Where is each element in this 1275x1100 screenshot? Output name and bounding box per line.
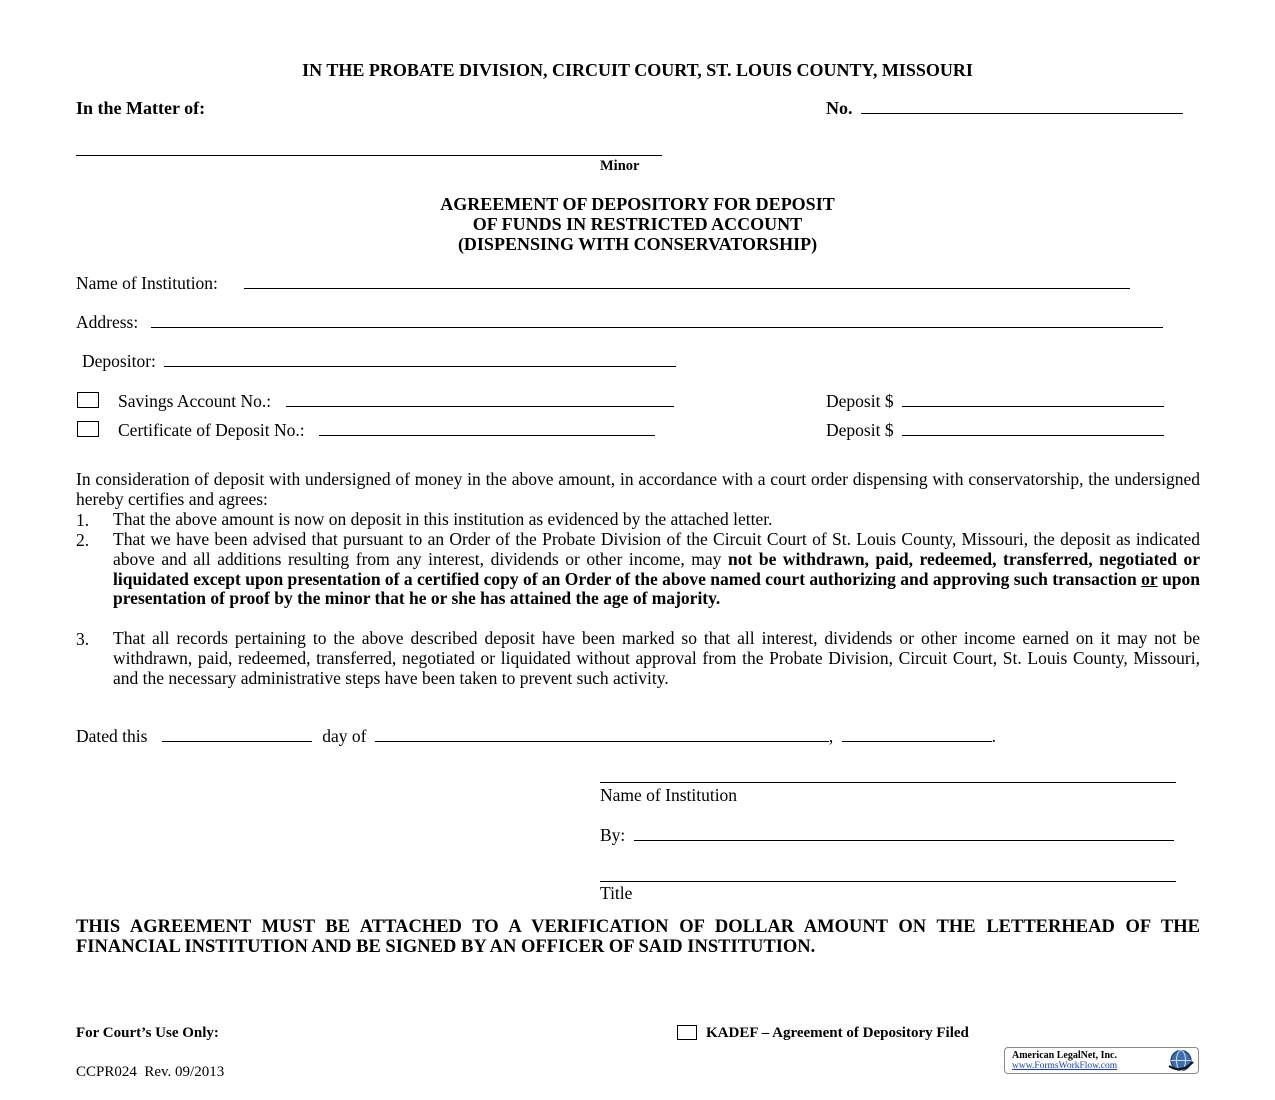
- title-line-1: AGREEMENT OF DEPOSITORY FOR DEPOSIT: [440, 194, 835, 214]
- day-of-label: day of: [322, 726, 367, 746]
- globe-icon: [1166, 1048, 1196, 1073]
- minor-name-line[interactable]: [76, 143, 662, 156]
- minor-label: Minor: [600, 158, 640, 174]
- institution-signature-label: Name of Institution: [600, 785, 738, 805]
- certificate-deposit-label: Certificate of Deposit No.:: [118, 420, 305, 440]
- item-3-number: 3.: [76, 629, 90, 649]
- address-line[interactable]: [151, 313, 1163, 328]
- form-id: CCPR024 Rev. 09/2013: [76, 1064, 225, 1080]
- kadef-label: KADEF – Agreement of Depository Filed: [706, 1025, 969, 1041]
- case-number: [826, 98, 1183, 119]
- savings-deposit-line[interactable]: [902, 392, 1164, 407]
- by-label: By:: [600, 825, 626, 845]
- savings-account-line[interactable]: [286, 392, 674, 407]
- vendor-badge[interactable]: [1004, 1047, 1199, 1074]
- title-line-3: (DISPENSING WITH CONSERVATORSHIP): [457, 234, 818, 254]
- certificate-deposit-row: [118, 420, 655, 441]
- address-row: [76, 312, 1163, 333]
- depositor-label: Depositor:: [82, 351, 156, 371]
- savings-deposit-label: Deposit $: [826, 391, 894, 411]
- item-3-text: That all records pertaining to the above described deposit have been marked so that all interest, dividends or other income earned on it may not be withdrawn, paid, redeemed, transferred, negotiated or liquidated without approval from the Probate Division, Circuit Court, St. Louis County, Missouri, and the necessary administrative steps have been taken to prevent such activity.: [113, 628, 1200, 688]
- item-2-part-b: not be withdrawn, paid, redeemed, transferred, negotiated or liquidated except upon presentation of a certified copy of an Order of the above named court authorizing and approving such transaction: [113, 548, 1201, 589]
- certificate-deposit-checkbox[interactable]: [77, 421, 99, 437]
- cd-deposit-label: Deposit $: [826, 420, 894, 440]
- dated-this-label: Dated this: [76, 726, 148, 746]
- case-number-label: No.: [826, 98, 853, 118]
- item-2-part-c: upon presentation of proof by the minor that he or she has attained the age of majority.: [113, 568, 1201, 609]
- item-2-or: or: [1141, 568, 1158, 589]
- badge-url[interactable]: www.FormsWorkFlow.com: [1012, 1061, 1118, 1071]
- title-line-2: OF FUNDS IN RESTRICTED ACCOUNT: [472, 214, 803, 234]
- depositor-line[interactable]: [164, 352, 676, 367]
- certificate-deposit-line[interactable]: [319, 421, 655, 436]
- item-2-part-a: That we have been advised that pursuant to an Order of the Probate Division of the Circuit Court of St. Louis County, Missouri, the deposit as indicated above and all additions resulting from any interest, dividends or other income, may: [113, 529, 1200, 569]
- item-1-text: That the above amount is now on deposit in this institution as evidenced by the attached letter.: [113, 509, 773, 529]
- attachment-notice: THIS AGREEMENT MUST BE ATTACHED TO A VERIFICATION OF DOLLAR AMOUNT ON THE LETTERHEAD OF THE FINANCIAL INSTITUTION AND BE SIGNED BY AN OFFICER OF SAID INSTITUTION.: [76, 917, 1200, 957]
- savings-account-label: Savings Account No.:: [118, 391, 272, 411]
- item-2-number: 2.: [76, 530, 90, 550]
- court-use-label: For Court’s Use Only:: [76, 1025, 219, 1041]
- institution-row: [76, 273, 1130, 294]
- intro-paragraph: In consideration of deposit with undersigned of money in the above amount, in accordance with a court order dispensing with conservatorship, the undersigned hereby certifies and agrees:: [76, 469, 1200, 509]
- court-header: IN THE PROBATE DIVISION, CIRCUIT COURT, ST. LOUIS COUNTY, MISSOURI: [302, 60, 973, 80]
- cd-deposit-line[interactable]: [902, 421, 1164, 436]
- day-line[interactable]: [162, 727, 312, 742]
- depositor-row: [82, 351, 676, 372]
- item-2-text: [113, 530, 1200, 609]
- by-signature-line[interactable]: [634, 826, 1174, 841]
- institution-line[interactable]: [244, 274, 1130, 289]
- dated-row: Dated this day of , .: [76, 726, 996, 746]
- kadef-checkbox[interactable]: [677, 1025, 697, 1040]
- address-label: Address:: [76, 312, 139, 332]
- institution-signature-line[interactable]: [600, 770, 1176, 783]
- year-line[interactable]: [842, 727, 992, 742]
- savings-account-checkbox[interactable]: [77, 392, 99, 408]
- savings-account-row: [118, 391, 674, 412]
- title-signature-label: Title: [600, 883, 633, 903]
- cd-deposit-row: [826, 420, 1164, 441]
- by-row: [600, 825, 1174, 846]
- form-title: [0, 194, 1275, 254]
- title-signature-line[interactable]: [600, 869, 1176, 882]
- month-line[interactable]: [375, 727, 829, 742]
- institution-label: Name of Institution:: [76, 273, 218, 293]
- badge-company: American LegalNet, Inc.: [1012, 1050, 1117, 1061]
- savings-deposit-row: [826, 391, 1164, 412]
- case-number-line[interactable]: [861, 99, 1183, 114]
- item-1-number: 1.: [76, 510, 90, 530]
- matter-label: In the Matter of:: [76, 98, 206, 118]
